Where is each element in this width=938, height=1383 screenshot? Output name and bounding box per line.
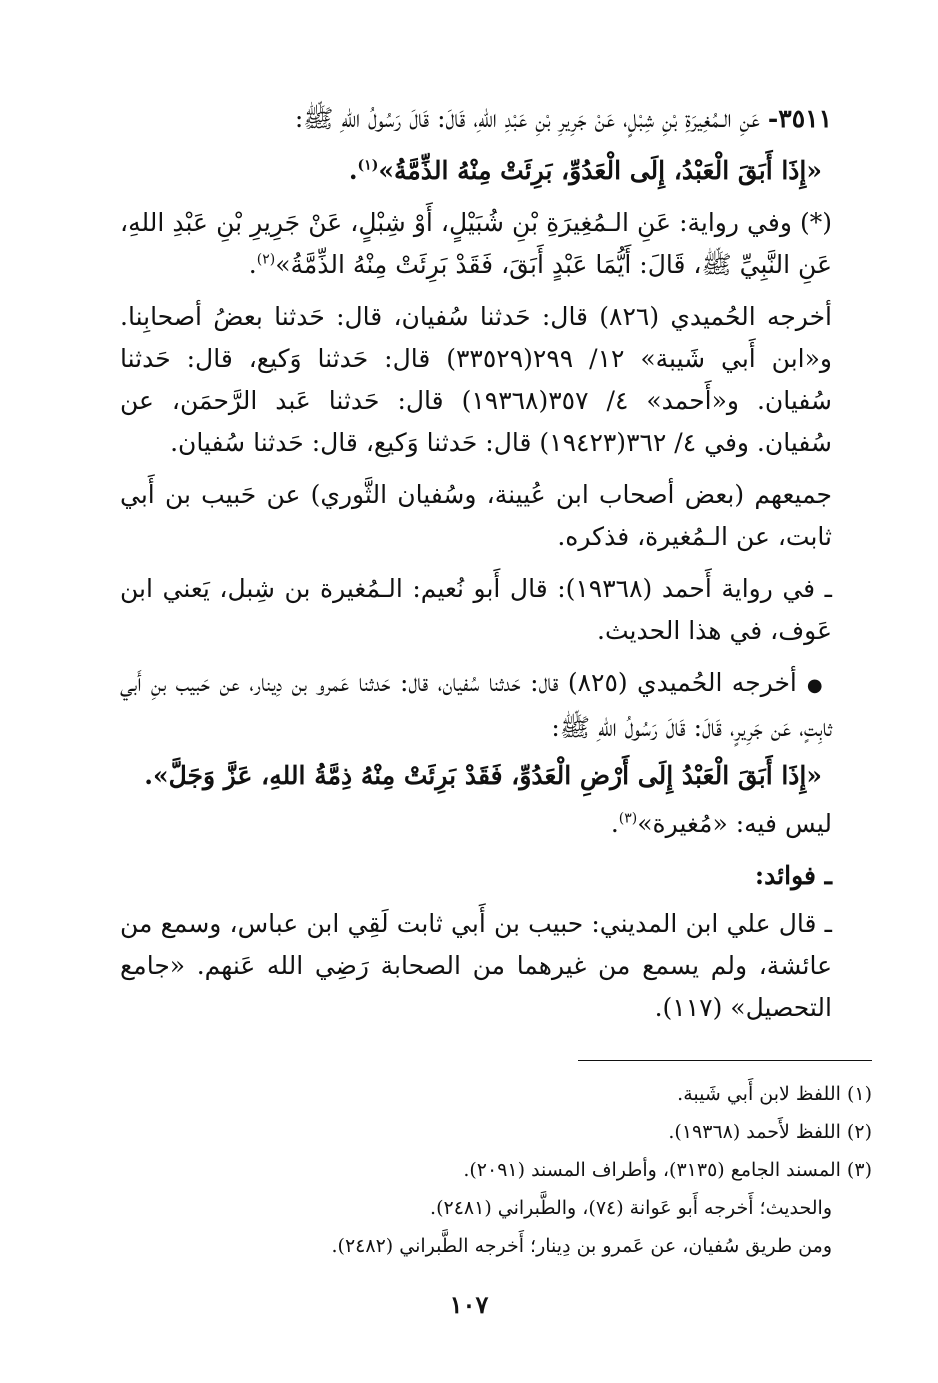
footnote-ref-2[interactable]: (٢) [256,251,276,268]
footnote-2: (٢) اللفظ لأَحمد (١٩٣٦٨). [668,1121,872,1143]
footnote-3-continuation-2: ومن طريق سُفيان، عن عَمرو بن دِينار؛ أَخرجه الطَّبراني (٢٤٨٢). [331,1235,832,1257]
takhrij-paragraph-3: ـ في رواية أَحمد (١٩٣٦٨): قال أَبو نُعيم: الـمُغيرة بن شِبل، يَعني ابن عَوف، في هذا الحديث. [120,574,832,645]
hadith-number: ٣٥١١- [767,104,832,133]
takhrij-paragraph-5: ليس فيه: «مُغيرة»$^{(٣)}$. [610,809,832,838]
takhrij-paragraph-4 [120,662,832,749]
fawaid-heading: ـ فوائد: [754,861,832,890]
bullet-icon: ● [806,675,824,696]
riwaya-text: (*) وفي رواية: عَنِ الـمُغِيرَةِ بْنِ شُبَيْلٍ، أَوْ شِبْلٍ، عَنْ جَرِيرِ بْنِ عَبْدِ اللهِ، عَنِ النَّبِيِّ ﷺ، قَالَ: أَيُّمَا عَبْدٍ أَبَقَ، فَقَدْ بَرِئَتْ مِنْهُ الذِّمَّةُ» [120,208,832,279]
takhrij-paragraph-2: جميعهم (بعض أصحاب ابن عُيينة، وسُفيان الثَّوري) عن حَبيب بن أَبي ثابت، عن الـمُغيرة، فذكره. [120,480,832,551]
footnotes [120,1075,872,1265]
takhrij-paragraph-5-text: ليس فيه: «مُغيرة» [637,809,832,838]
footnote-divider [578,1060,872,1061]
takhrij-matn: «إِذَا أَبَقَ الْعَبْدُ إِلَى أَرْضِ الْعَدُوِّ، فَقَدْ بَرِئَتْ مِنْهُ ذِمَّةُ اللهِ، عَزَّ وَجَلَّ». [144,761,822,790]
fawaid-text: ـ قال علي ابن المديني: حبيب بن أَبي ثابت لَقِي ابن عباس، وسمع من عائشة، ولم يسمع من غيرهما من الصحابة رَضِي الله عَنهم. «جامع التحصيل» (١١٧). [120,909,832,1022]
page-number: ١٠٧ [449,1290,489,1319]
footnote-ref-3[interactable]: (٣) [618,810,638,827]
takhrij-paragraph-1: أخرجه الحُميدي (٨٢٦) قال: حَدثنا سُفيان، قال: حَدثنا بعضُ أصحابِنا. و«ابن أَبي شَيبة» ١٢/ ٢٩٩(٣٣٥٢٩) قال: حَدثنا وَكيع، قال: حَدثنا سُفيان. و«أَحمد» ٤/ ٣٥٧(١٩٣٦٨) قال: حَدثنا عَبد الرَّحمَن، عن سُفيان. وفي ٤/ ٣٦٢(١٩٤٢٣) قال: حَدثنا وَكيع، قال: حَدثنا سُفيان. [120,302,833,457]
footnote-3-continuation-1: والحديث؛ أَخرجه أَبو عَوانة (٧٤)، والطَّبراني (٢٤٨١). [430,1197,832,1219]
hadith-isnad-text: عَنِ الـمُغِيرَةِ بْنِ شِبْلٍ، عَنْ جَرِيرِ بْنِ عَبْدِ اللهِ، قَالَ: قَالَ رَسُولُ اللهِ ﷺ: [294,104,760,133]
main-text [120,98,832,1039]
hadith-isnad [120,98,832,140]
footnote-1: (١) اللفظ لابن أَبي شَيبة. [677,1083,872,1105]
hadith-matn-text: «إِذَا أَبَقَ الْعَبْدُ، إِلَى الْعَدُوِّ، بَرِئَتْ مِنْهُ الذِّمَّةُ» [378,156,822,185]
takhrij-paragraph-4-text: أخرجه الحُميدي (٨٢٥) قال: حَدثنا سُفيان، قال: حَدثنا عَمرو بن دِينار، عن حَبيب بنِ أَبي ثابِتٍ، عَن جَرِيرٍ، قَالَ: قَالَ رَسُولُ اللهِ ﷺ: [120,668,832,742]
footnote-ref-1[interactable]: (١) [357,157,379,174]
footnote-3: (٣) المسند الجامع (٣١٣٥)، وأطراف المسند (٢٠٩١). [463,1159,872,1181]
riwaya-paragraph: (*) وفي رواية: عَنِ الـمُغِيرَةِ بْنِ شُبَيْلٍ، أَوْ شِبْلٍ، عَنْ جَرِيرِ بْنِ عَبْدِ اللهِ، عَنِ النَّبِيِّ ﷺ، قَالَ: أَيُّمَا عَبْدٍ أَبَقَ، فَقَدْ بَرِئَتْ مِنْهُ الذِّمَّةُ»$^{(٢)}$. [120,208,832,279]
hadith-matn: «إِذَا أَبَقَ الْعَبْدُ، إِلَى الْعَدُوِّ، بَرِئَتْ مِنْهُ الذِّمَّةُ»$^{(١)}$. [348,156,822,185]
